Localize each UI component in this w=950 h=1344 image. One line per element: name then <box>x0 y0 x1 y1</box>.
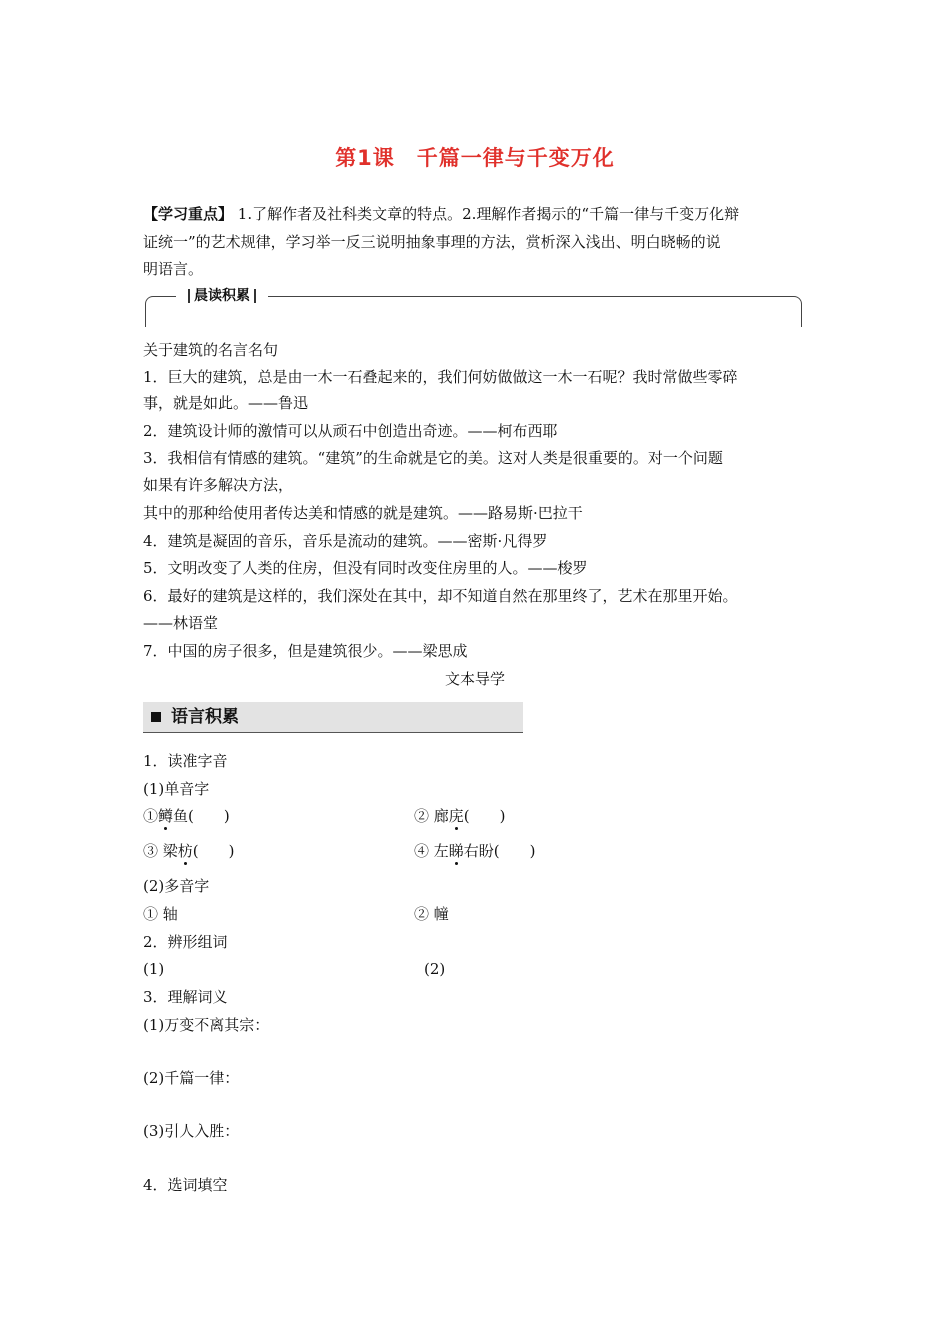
morning-box-tag <box>176 286 268 306</box>
exercise-3-1: (1)万变不离其宗： <box>143 1016 270 1034</box>
dotted-char: 睇 <box>448 842 464 860</box>
exercise-3-2: (2)千篇一律： <box>143 1069 240 1087</box>
page-title: 第1课 千篇一律与千变万化 <box>335 146 615 170</box>
morning-box-label: 晨读积累 <box>194 288 250 304</box>
square-bullet-icon <box>151 712 161 722</box>
quote-1a: 1．巨大的建筑，总是由一木一石叠起来的，我们何妨做做这一木一石呢？我时常做些零碎 <box>143 368 738 386</box>
exercise-2-1: (1) <box>143 960 165 978</box>
exercise-1-2: (2)多音字 <box>143 877 210 895</box>
dotted-char: 枋 <box>177 842 193 860</box>
quote-4: 4．建筑是凝固的音乐，音乐是流动的建筑。——密斯·凡得罗 <box>143 532 548 550</box>
tag-bar-left <box>188 289 190 303</box>
exercise-4: 4．选词填空 <box>143 1176 228 1194</box>
quote-3a: 3．我相信有情感的建筑。“建筑”的生命就是它的美。这对人类是很重要的。对一个问题 <box>143 449 723 467</box>
word-item-4: ④ 左睇右盼( ) <box>414 842 536 860</box>
section-title: 语言积累 <box>171 707 239 727</box>
quote-1b: 事，就是如此。——鲁迅 <box>143 394 309 412</box>
quotes-heading: 关于建筑的名言名句 <box>143 341 279 359</box>
focus-line-2: 证统一”的艺术规律，学习举一反三说明抽象事理的方法，赏析深入浅出、明白晓畅的说 <box>143 233 721 251</box>
exercise-2-2: (2) <box>424 960 446 978</box>
focus-line-1: 1.了解作者及社科类文章的特点。2.理解作者揭示的“千篇一律与千变万化辩 <box>237 205 740 223</box>
guide-label: 文本导学 <box>444 670 505 688</box>
dotted-char: 鳟 <box>158 807 174 825</box>
polyphone-1: ① 轴 <box>143 905 178 923</box>
word-item-3: ③ 梁枋( ) <box>143 842 235 860</box>
quote-5: 5．文明改变了人类的住房，但没有同时改变住房里的人。——梭罗 <box>143 559 588 577</box>
exercise-1-1: (1)单音字 <box>143 780 210 798</box>
section-banner <box>143 702 523 733</box>
quote-3c: 其中的那种给使用者传达美和情感的就是建筑。——路易斯·巴拉干 <box>143 504 583 522</box>
quote-7: 7．中国的房子很多，但是建筑很少。——梁思成 <box>143 642 468 660</box>
exercise-1: 1．读准字音 <box>143 752 228 770</box>
exercise-3: 3．理解词义 <box>143 988 228 1006</box>
dotted-char: 庑 <box>448 807 464 825</box>
exercise-2: 2．辨形组词 <box>143 933 228 951</box>
polyphone-2: ② 幢 <box>414 905 449 923</box>
quote-6a: 6．最好的建筑是这样的，我们深处在其中，却不知道自然在那里终了，艺术在那里开始。 <box>143 587 738 605</box>
focus-line-3: 明语言。 <box>143 260 204 278</box>
quote-2: 2．建筑设计师的激情可以从顽石中创造出奇迹。——柯布西耶 <box>143 422 558 440</box>
quote-6b: ——林语堂 <box>143 614 219 632</box>
focus-label: 【学习重点】 <box>143 205 234 223</box>
quote-3b: 如果有许多解决方法， <box>143 476 294 494</box>
word-item-2: ② 廊庑( ) <box>414 807 506 825</box>
tag-bar-right <box>254 289 256 303</box>
exercise-3-3: (3)引人入胜： <box>143 1122 240 1140</box>
word-item-1: ①鳟鱼( ) <box>143 807 230 825</box>
